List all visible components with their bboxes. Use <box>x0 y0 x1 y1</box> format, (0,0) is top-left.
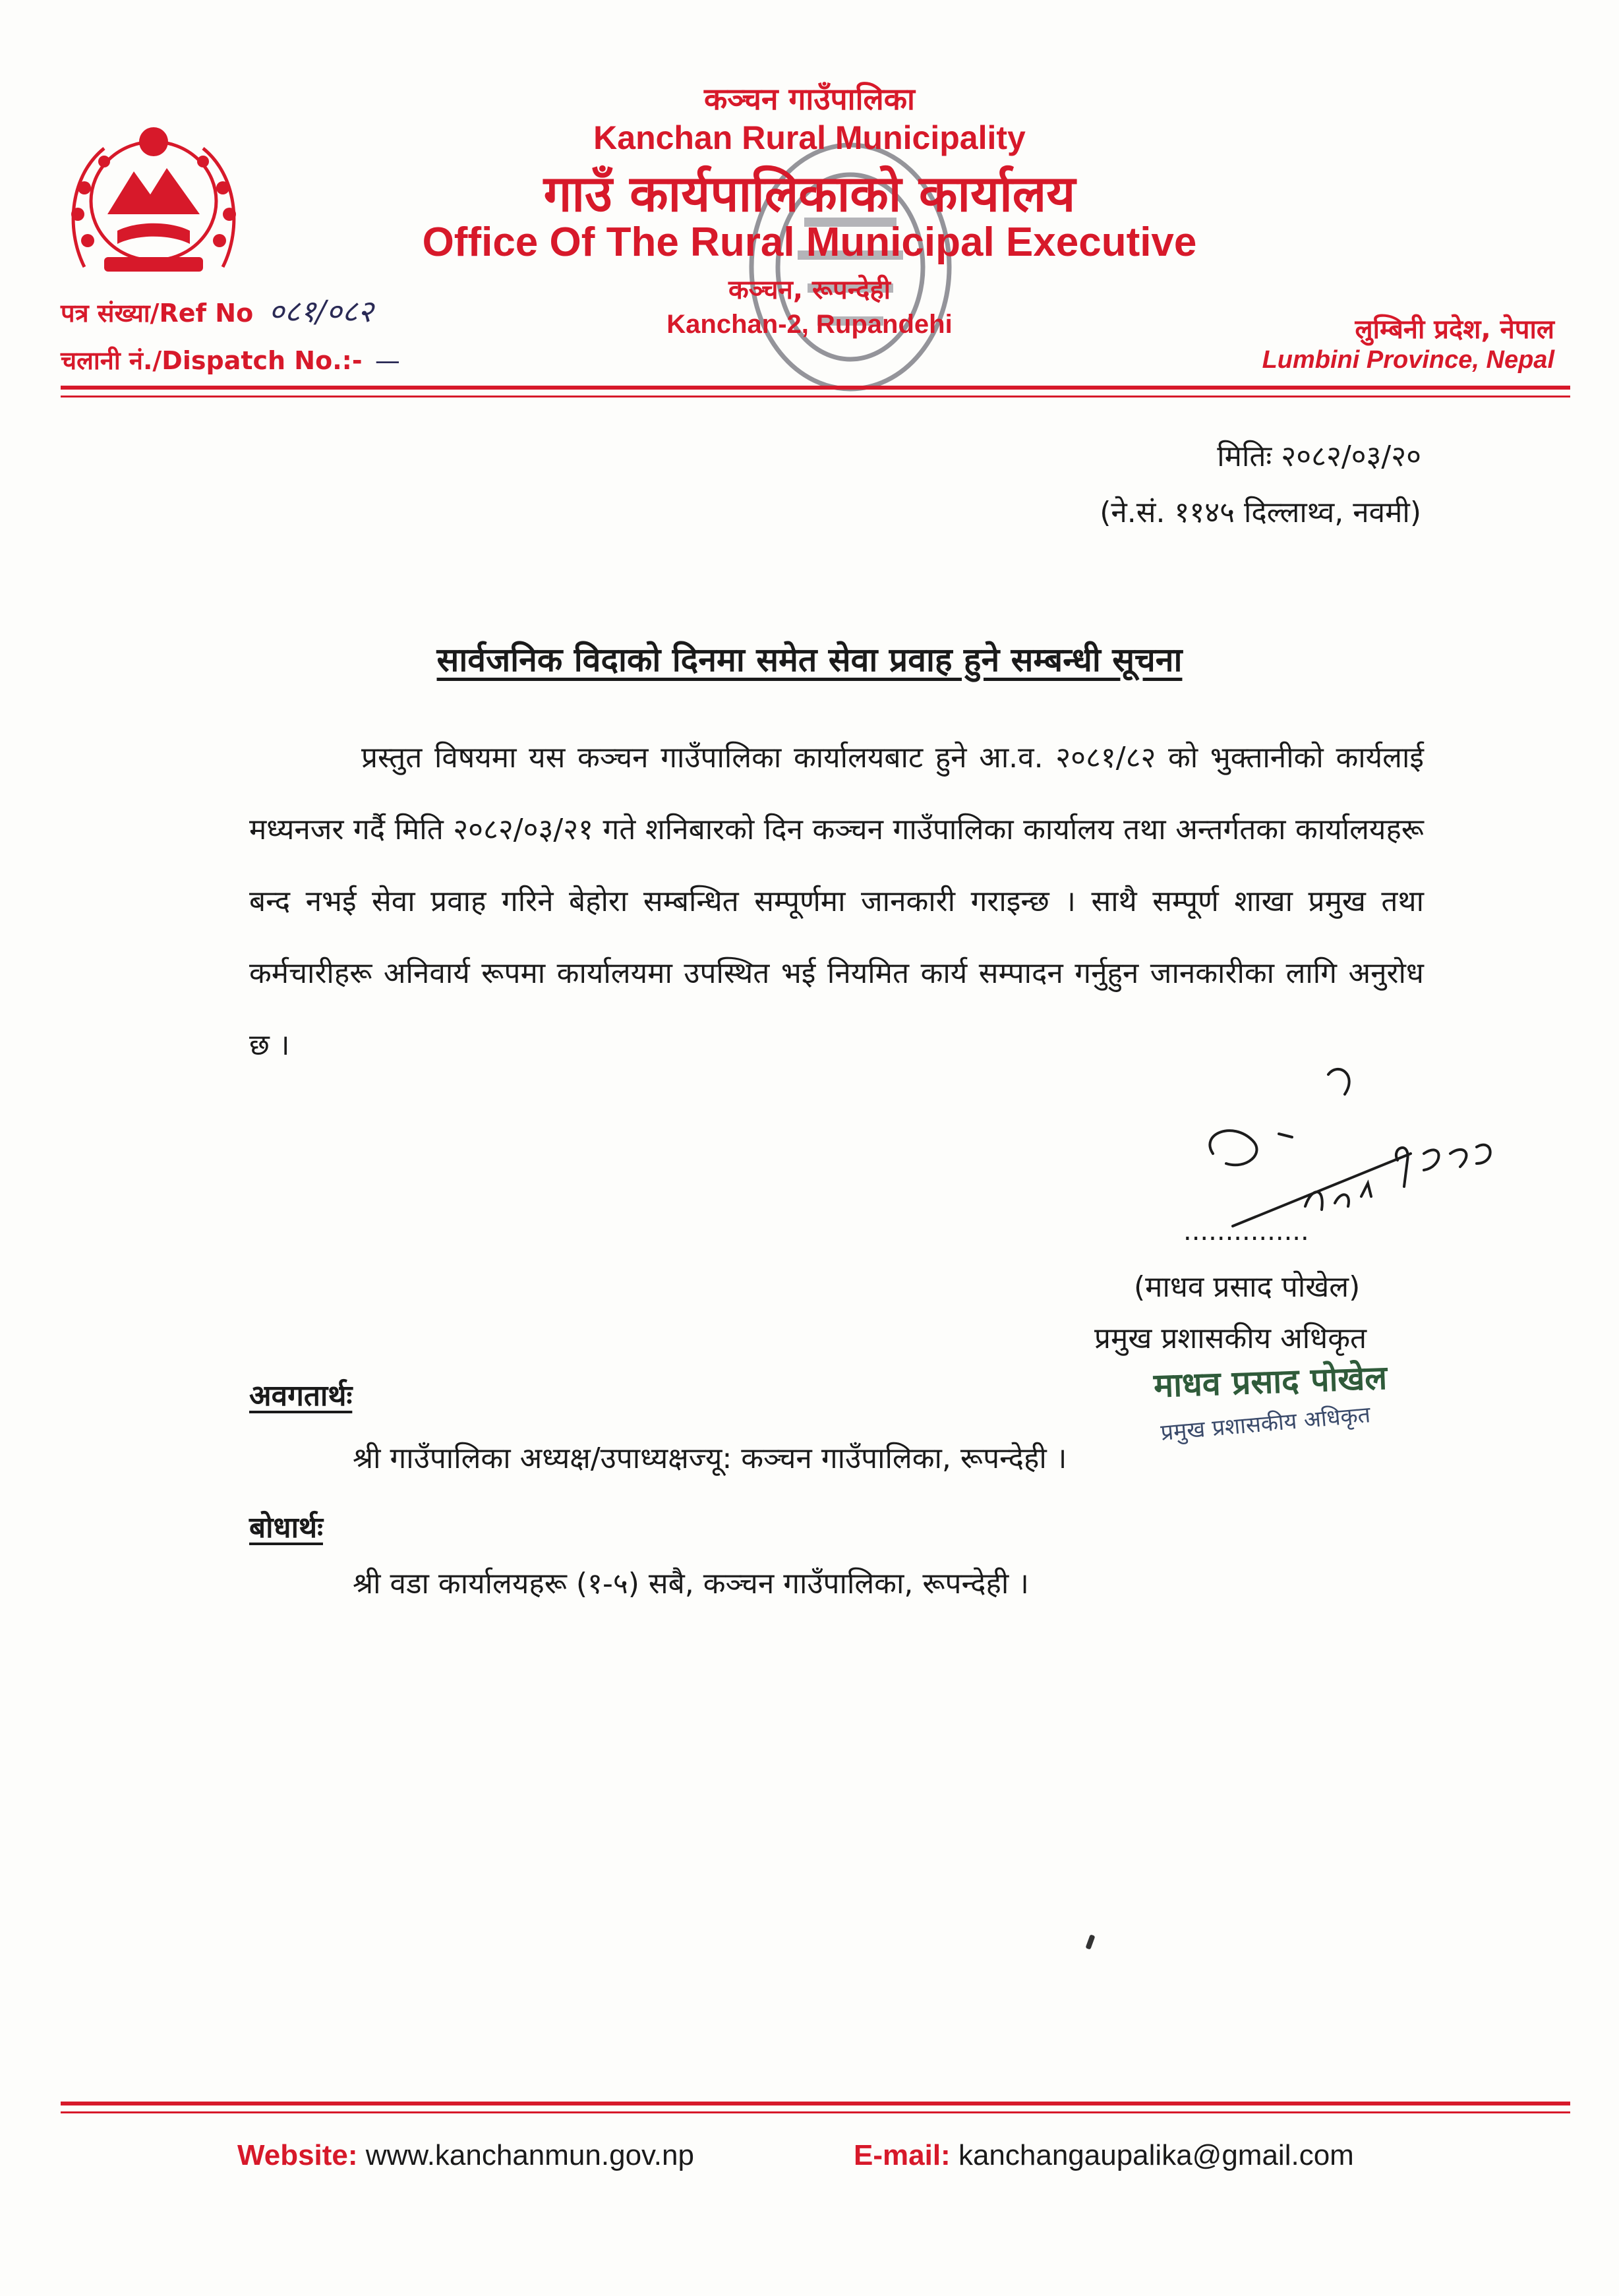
name-stamp: माधव प्रसाद पोखेल <box>1153 1358 1388 1405</box>
letter-subject: सार्वजनिक विदाको दिनमा समेत सेवा प्रवाह हुने सम्बन्धी सूचना <box>436 641 1183 679</box>
province-en: Lumbini Province, Nepal <box>1262 346 1554 374</box>
scan-speck <box>1085 1934 1095 1949</box>
address-np: कञ्चन, रूपन्देही <box>728 275 891 305</box>
signatory-title: प्रमुख प्रशासकीय अधिकृत <box>1094 1322 1367 1355</box>
ref-label: पत्र संख्या/Ref No <box>61 299 254 328</box>
ref-value: ०८१/०८२ <box>268 293 374 329</box>
dispatch-value: — <box>374 346 400 375</box>
title-stamp: प्रमुख प्रशासकीय अधिकृत <box>1160 1401 1372 1446</box>
for-information-label: अवगतार्थः <box>249 1379 353 1413</box>
municipality-name-en: Kanchan Rural Municipality <box>593 119 1026 156</box>
for-information-recipient: श्री गाउँपालिका अध्यक्ष/उपाध्यक्षज्यू: कञ्चन गाउँपालिका, रूपन्देही । <box>353 1442 1067 1475</box>
cc-label: बोधार्थः <box>249 1511 323 1545</box>
email-link[interactable]: kanchangaupalika@gmail.com <box>958 2139 1354 2171</box>
office-name-en: Office Of The Rural Municipal Executive <box>422 220 1197 265</box>
cc-recipient: श्री वडा कार्यालयहरू (१-५) सबै, कञ्चन गाउँपालिका, रूपन्देही । <box>353 1567 1029 1601</box>
footer-rule-thin <box>61 2111 1570 2113</box>
website-label: Website: <box>237 2139 358 2171</box>
signatory-name: (माधव प्रसाद पोखेल) <box>1134 1270 1361 1304</box>
header-rule-thick <box>61 386 1570 390</box>
footer-website <box>237 2139 694 2172</box>
signature-dots: ............... <box>1183 1216 1309 1247</box>
nepal-sambat-date: (ने.सं. ११४५ दिल्लाथ्व, नवमी) <box>1100 496 1421 529</box>
email-label: E-mail: <box>854 2139 951 2171</box>
website-link[interactable]: www.kanchanmun.gov.np <box>365 2139 694 2171</box>
header-rule-thin <box>61 396 1570 397</box>
letter-date: मितिः २०८२/०३/२० <box>1217 440 1421 473</box>
letter-body: प्रस्तुत विषयमा यस कञ्चन गाउँपालिका कार्यालयबाट हुने आ.व. २०८१/८२ को भुक्तानीको कार्यलाई मध्यनजर गर्दै मिति २०८२/०३/२१ गते शनिबारको दिन कञ्चन गाउँपालिका कार्यालय तथा अन्तर्गतका कार्यालयहरू बन्द नभई सेवा प्रवाह गरिने बेहोरा सम्बन्धित सम्पूर्णमा जानकारी गराइन्छ । साथै सम्पूर्ण शाखा प्रमुख तथा कर्मचारीहरू अनिवार्य रूपमा कार्यालयमा उपस्थित भई नियमित कार्य सम्पादन गर्नुहुन जानकारीका लागि अनुरोध छ । <box>249 741 1424 1062</box>
address-en: Kanchan-2, Rupandehi <box>666 310 953 339</box>
dispatch-label: चलानी नं./Dispatch No.:- <box>61 346 363 375</box>
ref-number <box>61 290 373 331</box>
office-name-np: गाउँ कार्यपालिकाको कार्यालय <box>543 164 1076 223</box>
municipality-name-np: कञ्चन गाउँपालिका <box>704 81 915 117</box>
footer-email <box>854 2139 1354 2172</box>
footer-rule-thick <box>61 2102 1570 2105</box>
dispatch-number <box>61 343 400 377</box>
province-np: लुम्बिनी प्रदेश, नेपाल <box>1355 314 1554 345</box>
